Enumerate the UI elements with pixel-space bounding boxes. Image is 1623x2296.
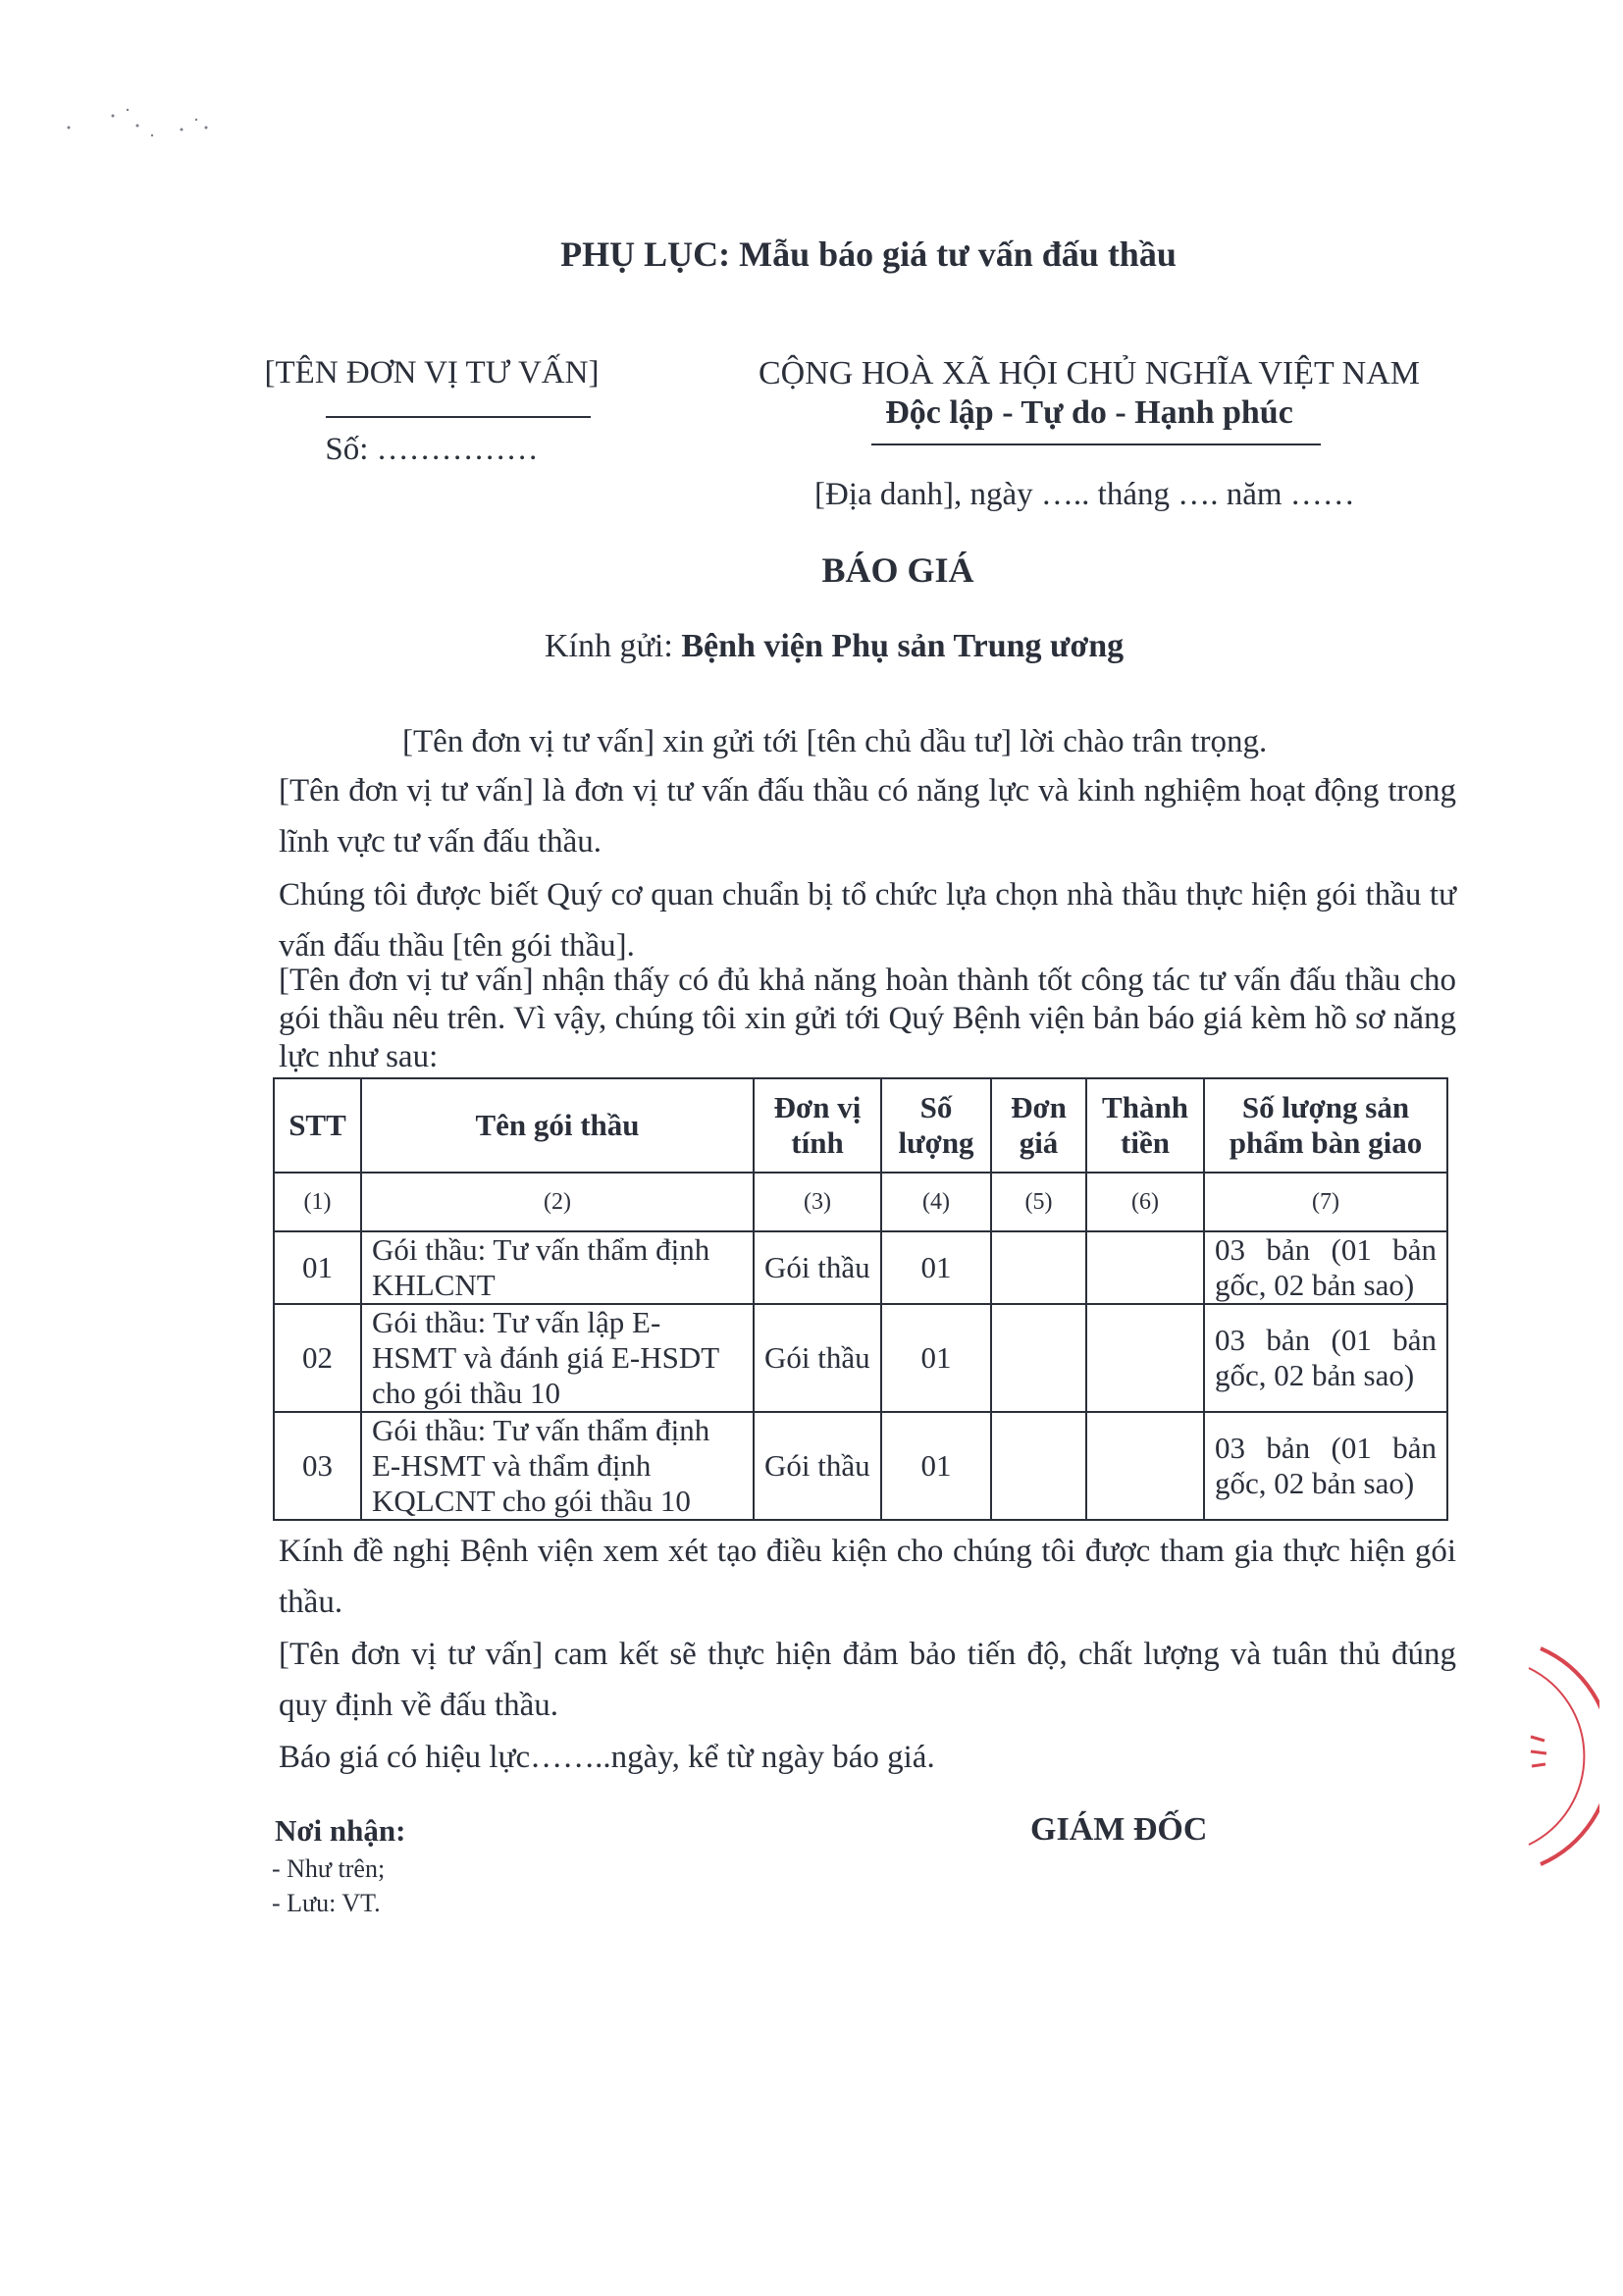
national-motto: Độc lập - Tự do - Hạnh phúc <box>885 394 1293 431</box>
recipient-name: Bệnh viện Phụ sản Trung ương <box>681 628 1125 664</box>
appendix-text: Mẫu báo giá tư vấn đấu thầu <box>739 235 1177 274</box>
cell-deliverables: 03 bản (01 bản gốc, 02 bản sao) <box>1204 1412 1447 1520</box>
table-header-row <box>274 1078 1447 1173</box>
paragraph-intro: [Tên đơn vị tư vấn] là đơn vị tư vấn đấu thầu có năng lực và kinh nghiệm hoạt động trong lĩnh vực tư vấn đấu thầu. <box>279 773 1456 860</box>
cell-quantity: 01 <box>881 1412 991 1520</box>
scan-specks <box>59 98 236 157</box>
col-number: (5) <box>991 1173 1086 1231</box>
recipients-label: Nơi nhận: <box>275 1813 406 1848</box>
cell-unit: Gói thầu <box>754 1304 881 1412</box>
appendix-prefix: PHỤ LỤC: <box>560 235 731 274</box>
recipient-prefix: Kính gửi: <box>545 628 673 664</box>
header-stt: STT <box>274 1078 361 1173</box>
cell-package-name: Gói thầu: Tư vấn lập E-HSMT và đánh giá E-HSDT cho gói thầu 10 <box>361 1304 754 1412</box>
col-number: (2) <box>361 1173 754 1231</box>
cell-unit-price <box>991 1231 1086 1304</box>
cell-amount <box>1086 1412 1204 1520</box>
header-unit-price: Đơn giá <box>991 1078 1086 1173</box>
paragraph-greeting: [Tên đơn vị tư vấn] xin gửi tới [tên chủ dầu tư] lời chào trân trọng. <box>402 724 1268 759</box>
paragraph-offer: [Tên đơn vị tư vấn] nhận thấy có đủ khả năng hoàn thành tốt công tác tư vấn đấu thầu cho gói thầu nêu trên. Vì vậy, chúng tôi xin gửi tới Quý Bệnh viện bản báo giá kèm hồ sơ năng lực như sau: <box>279 963 1456 1074</box>
paragraph-validity: Báo giá có hiệu lực……..ngày, kể từ ngày báo giá. <box>279 1740 935 1775</box>
cell-package-name: Gói thầu: Tư vấn thẩm định E-HSMT và thẩm định KQLCNT cho gói thầu 10 <box>361 1412 754 1520</box>
cell-amount <box>1086 1231 1204 1304</box>
header-unit: Đơn vị tính <box>754 1078 881 1173</box>
col-number: (4) <box>881 1173 991 1231</box>
cell-package-name: Gói thầu: Tư vấn thẩm định KHLCNT <box>361 1231 754 1304</box>
nation-name: CỘNG HOÀ XÃ HỘI CHỦ NGHĨA VIỆT NAM <box>758 355 1420 391</box>
stamp-mark <box>1501 1629 1599 1884</box>
recipient-item: - Như trên; <box>272 1854 386 1883</box>
table-row <box>274 1304 1447 1412</box>
table-row <box>274 1231 1447 1304</box>
col-number: (6) <box>1086 1173 1204 1231</box>
document-title: BÁO GIÁ <box>821 550 974 590</box>
place-date: [Địa danh], ngày ….. tháng …. năm …… <box>814 477 1355 512</box>
signatory-title: GIÁM ĐỐC <box>1030 1811 1208 1848</box>
recipient-line <box>545 628 1124 665</box>
header-amount: Thành tiền <box>1086 1078 1204 1173</box>
header-package-name: Tên gói thầu <box>361 1078 754 1173</box>
appendix-title <box>0 234 1623 275</box>
cell-deliverables: 03 bản (01 bản gốc, 02 bản sao) <box>1204 1304 1447 1412</box>
org-underline <box>326 416 591 418</box>
cell-deliverables: 03 bản (01 bản gốc, 02 bản sao) <box>1204 1231 1447 1304</box>
cell-unit-price <box>991 1412 1086 1520</box>
cell-stt: 01 <box>274 1231 361 1304</box>
cell-stt: 03 <box>274 1412 361 1520</box>
motto-underline <box>871 444 1321 445</box>
col-number: (1) <box>274 1173 361 1231</box>
cell-unit: Gói thầu <box>754 1412 881 1520</box>
header-deliverables: Số lượng sản phẩm bàn giao <box>1204 1078 1447 1173</box>
col-number: (3) <box>754 1173 881 1231</box>
quote-table <box>273 1077 1448 1521</box>
col-number: (7) <box>1204 1173 1447 1231</box>
paragraph-awareness: Chúng tôi được biết Quý cơ quan chuẩn bị tổ chức lựa chọn nhà thầu thực hiện gói thầu tư vấn đấu thầu [tên gói thầu]. <box>279 877 1456 964</box>
cell-unit-price <box>991 1304 1086 1412</box>
header-quantity: Số lượng <box>881 1078 991 1173</box>
cell-quantity: 01 <box>881 1304 991 1412</box>
recipient-item: - Lưu: VT. <box>272 1889 381 1917</box>
table-row <box>274 1412 1447 1520</box>
org-name: [TÊN ĐƠN VỊ TƯ VẤN] <box>264 355 600 391</box>
cell-unit: Gói thầu <box>754 1231 881 1304</box>
paragraph-request: Kính đề nghị Bệnh viện xem xét tạo điều kiện cho chúng tôi được tham gia thực hiện gói thầu. <box>279 1534 1456 1620</box>
doc-number: Số: …………… <box>325 432 539 467</box>
cell-amount <box>1086 1304 1204 1412</box>
cell-stt: 02 <box>274 1304 361 1412</box>
paragraph-commitment: [Tên đơn vị tư vấn] cam kết sẽ thực hiện đảm bảo tiến độ, chất lượng và tuân thủ đúng quy định về đấu thầu. <box>279 1637 1456 1723</box>
table-column-number-row <box>274 1173 1447 1231</box>
cell-quantity: 01 <box>881 1231 991 1304</box>
